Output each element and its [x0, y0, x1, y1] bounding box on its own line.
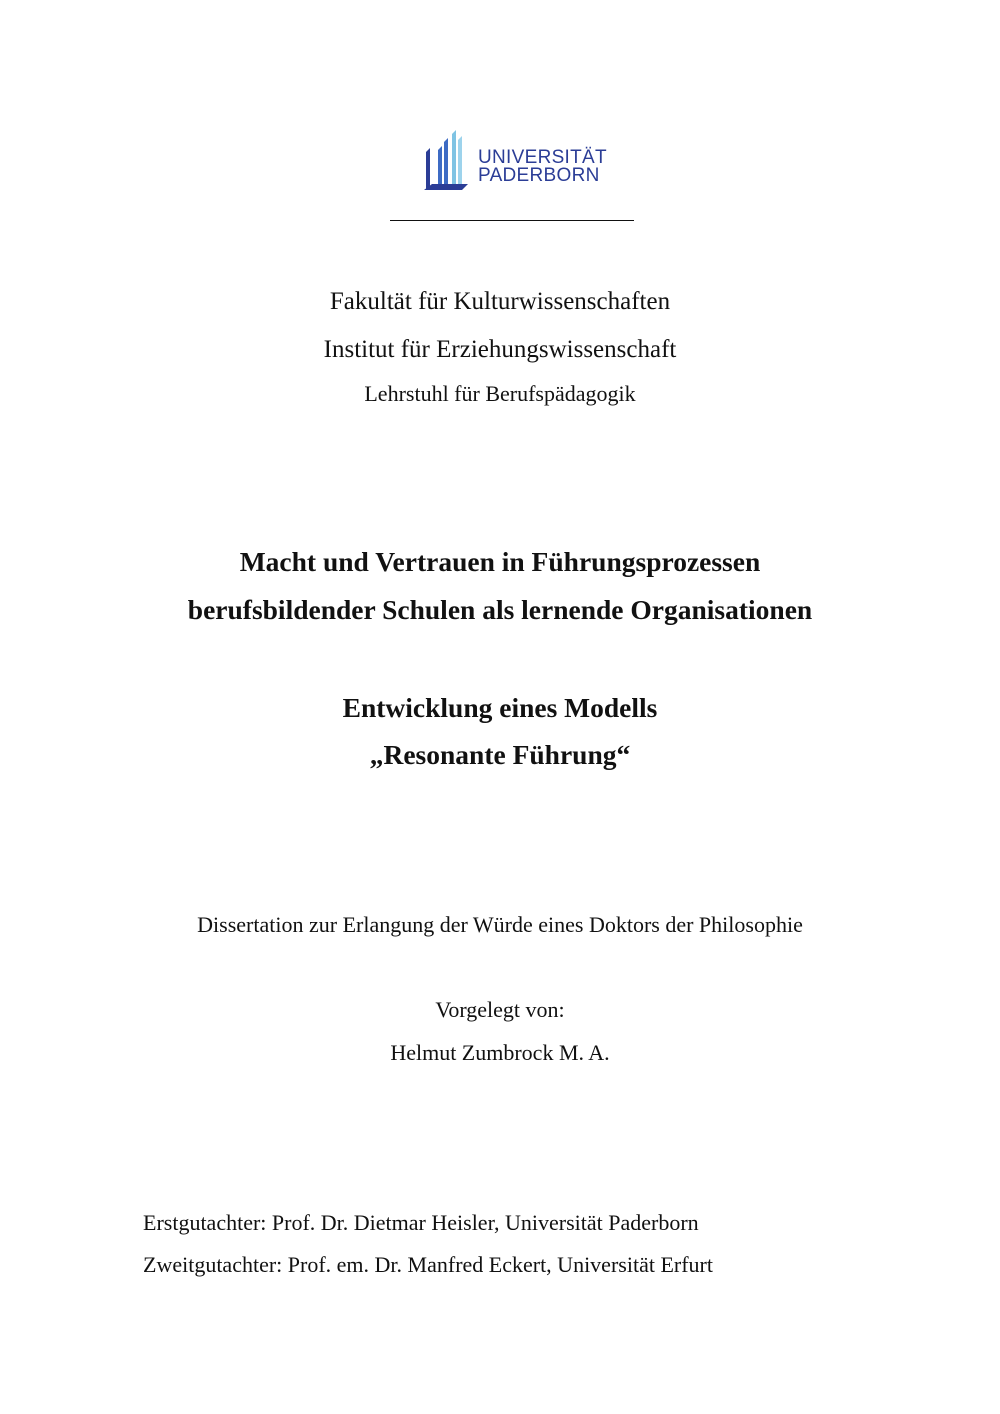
- university-logo-text: [478, 149, 607, 185]
- author-name: Helmut Zumbrock M. A.: [390, 1040, 610, 1065]
- chair-name: Lehrstuhl für Berufspädagogik: [364, 381, 636, 406]
- institute-name: Institut für Erziehungswissenschaft: [323, 336, 677, 363]
- logo-line-2: PADERBORN: [478, 165, 600, 186]
- university-logo-mark-icon: [422, 130, 470, 192]
- title-line-2: berufsbildender Schulen als lernende Organisationen: [187, 594, 813, 625]
- title-line-1: Macht und Vertrauen in Führungsprozessen: [239, 546, 761, 577]
- university-logo: [422, 130, 612, 194]
- logo-line-1: UNIVERSITÄT: [478, 147, 607, 168]
- dissertation-statement: Dissertation zur Erlangung der Würde eines Doktors der Philosophie: [197, 912, 803, 937]
- header-divider: [390, 220, 634, 221]
- faculty-name: Fakultät für Kulturwissenschaften: [329, 288, 671, 315]
- second-reviewer: Zweitgutachter: Prof. em. Dr. Manfred Eckert, Universität Erfurt: [143, 1252, 713, 1277]
- subtitle-line-1: Entwicklung eines Modells: [342, 692, 658, 723]
- submitted-by-label: Vorgelegt von:: [435, 997, 565, 1022]
- subtitle-line-2: „Resonante Führung“: [369, 739, 631, 770]
- first-reviewer: Erstgutachter: Prof. Dr. Dietmar Heisler, Universität Paderborn: [143, 1210, 699, 1235]
